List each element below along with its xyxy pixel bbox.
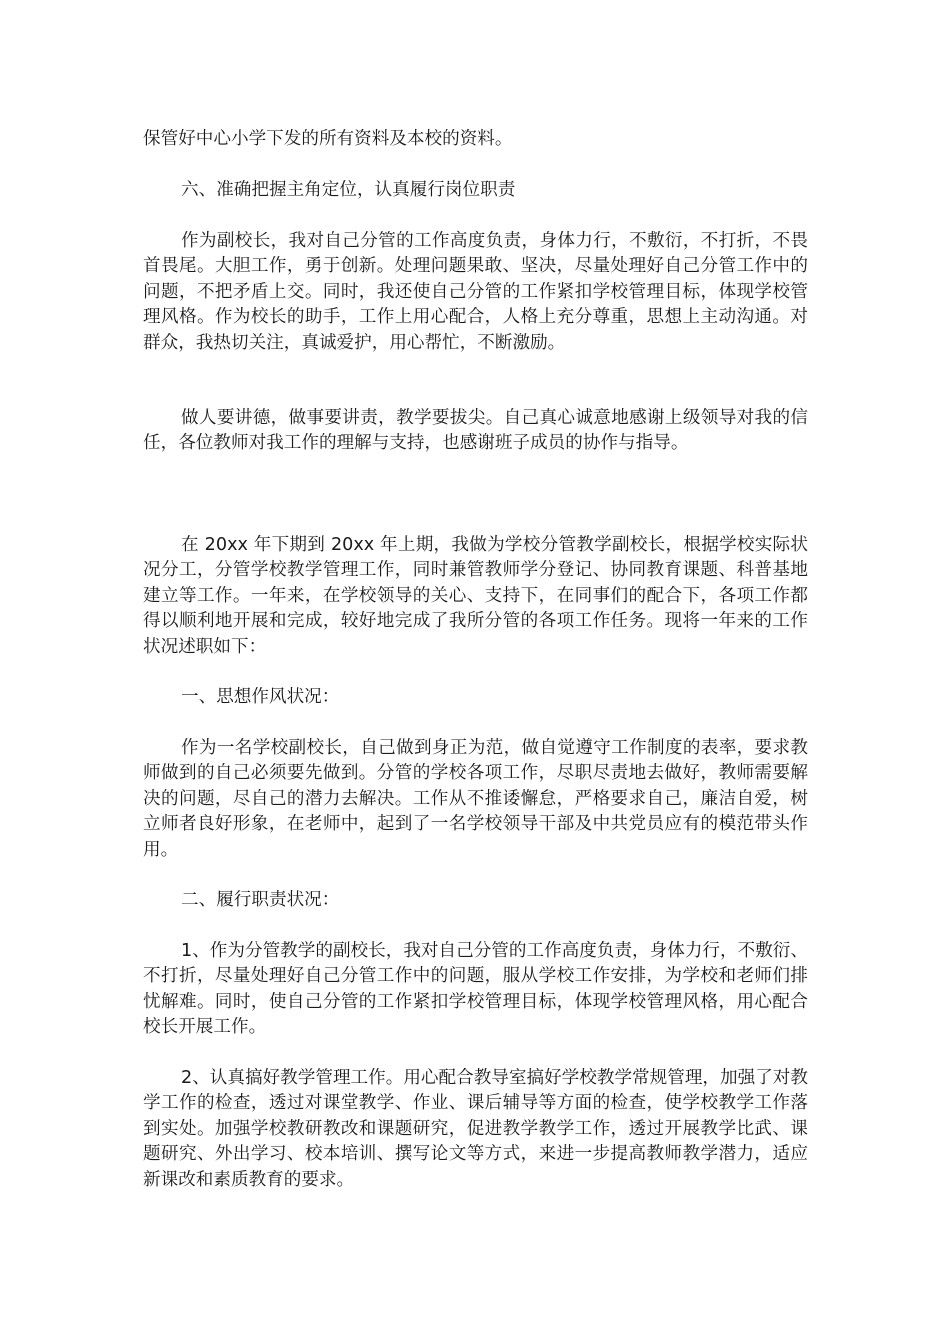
paragraph-duty-one: 1、作为分管教学的副校长，我对自己分管的工作高度负责，身体力行，不敷衍、不打折，尽量处理好自己分管工作中的问题，服从学校工作安排，为学校和老师们排忧解难。同时，使自己分管的工作紧扣学校管理目标，体现学校管理风格，用心配合校长开展工作。 bbox=[143, 941, 808, 1038]
heading-section-one: 一、思想作风状况： bbox=[181, 687, 340, 707]
paragraph-gratitude: 做人要讲德，做事要讲责，教学要拔尖。自己真心诚意地感谢上级领导对我的信任，各位教师对我工作的理解与支持，也感谢班子成员的协作与指导。 bbox=[143, 408, 808, 454]
heading-section-six: 六、准确把握主角定位，认真履行岗位职责 bbox=[181, 180, 516, 200]
paragraph-ideological-style: 作为一名学校副校长，自己做到身正为范，做自觉遵守工作制度的表率，要求教师做到的自己必须要先做到。分管的学校各项工作，尽职尽责地去做好，教师需要解决的问题，尽自己的潜力去解决。工作从不推诿懈怠，严格要求自己，廉洁自爱，树立师者良好形象，在老师中，起到了一名学校领导干部及中共党员应有的模范带头作用。 bbox=[143, 738, 808, 860]
paragraph-archive-note: 保管好中心小学下发的所有资料及本校的资料。 bbox=[143, 129, 513, 149]
paragraph-duty-two: 2、认真搞好教学管理工作。用心配合教导室搞好学校教学常规管理，加强了对教学工作的检查，透过对课堂教学、作业、课后辅导等方面的检查，使学校教学工作落到实处。加强学校教研教改和课题研究，促进教学教学工作，透过开展教学比武、课题研究、外出学习、校本培训、撰写论文等方式，来进一步提高教师教学潜力，适应新课改和素质教育的要求。 bbox=[143, 1068, 808, 1190]
paragraph-vice-principal-duty: 作为副校长，我对自己分管的工作高度负责，身体力行，不敷衍，不打折，不畏首畏尾。大胆工作，勇于创新。处理问题果敢、坚决，尽量处理好自己分管工作中的问题，不把矛盾上交。同时，我还使自己分管的工作紧扣学校管理目标，体现学校管理风格。作为校长的助手，工作上用心配合，人格上充分尊重，思想上主动沟通。对群众，我热切关注，真诚爱护，用心帮忙，不断激励。 bbox=[143, 231, 808, 353]
heading-section-two: 二、履行职责状况： bbox=[181, 890, 340, 910]
paragraph-report-intro: 在 20xx 年下期到 20xx 年上期，我做为学校分管教学副校长，根据学校实际状况分工，分管学校教学管理工作，同时兼管教师学分登记、协同教育课题、科普基地建立等工作。一年来，在学校领导的关心、支持下，在同事们的配合下，各项工作都得以顺利地开展和完成，较好地完成了我所分管的各项工作任务。现将一年来的工作状况述职如下： bbox=[143, 535, 808, 657]
